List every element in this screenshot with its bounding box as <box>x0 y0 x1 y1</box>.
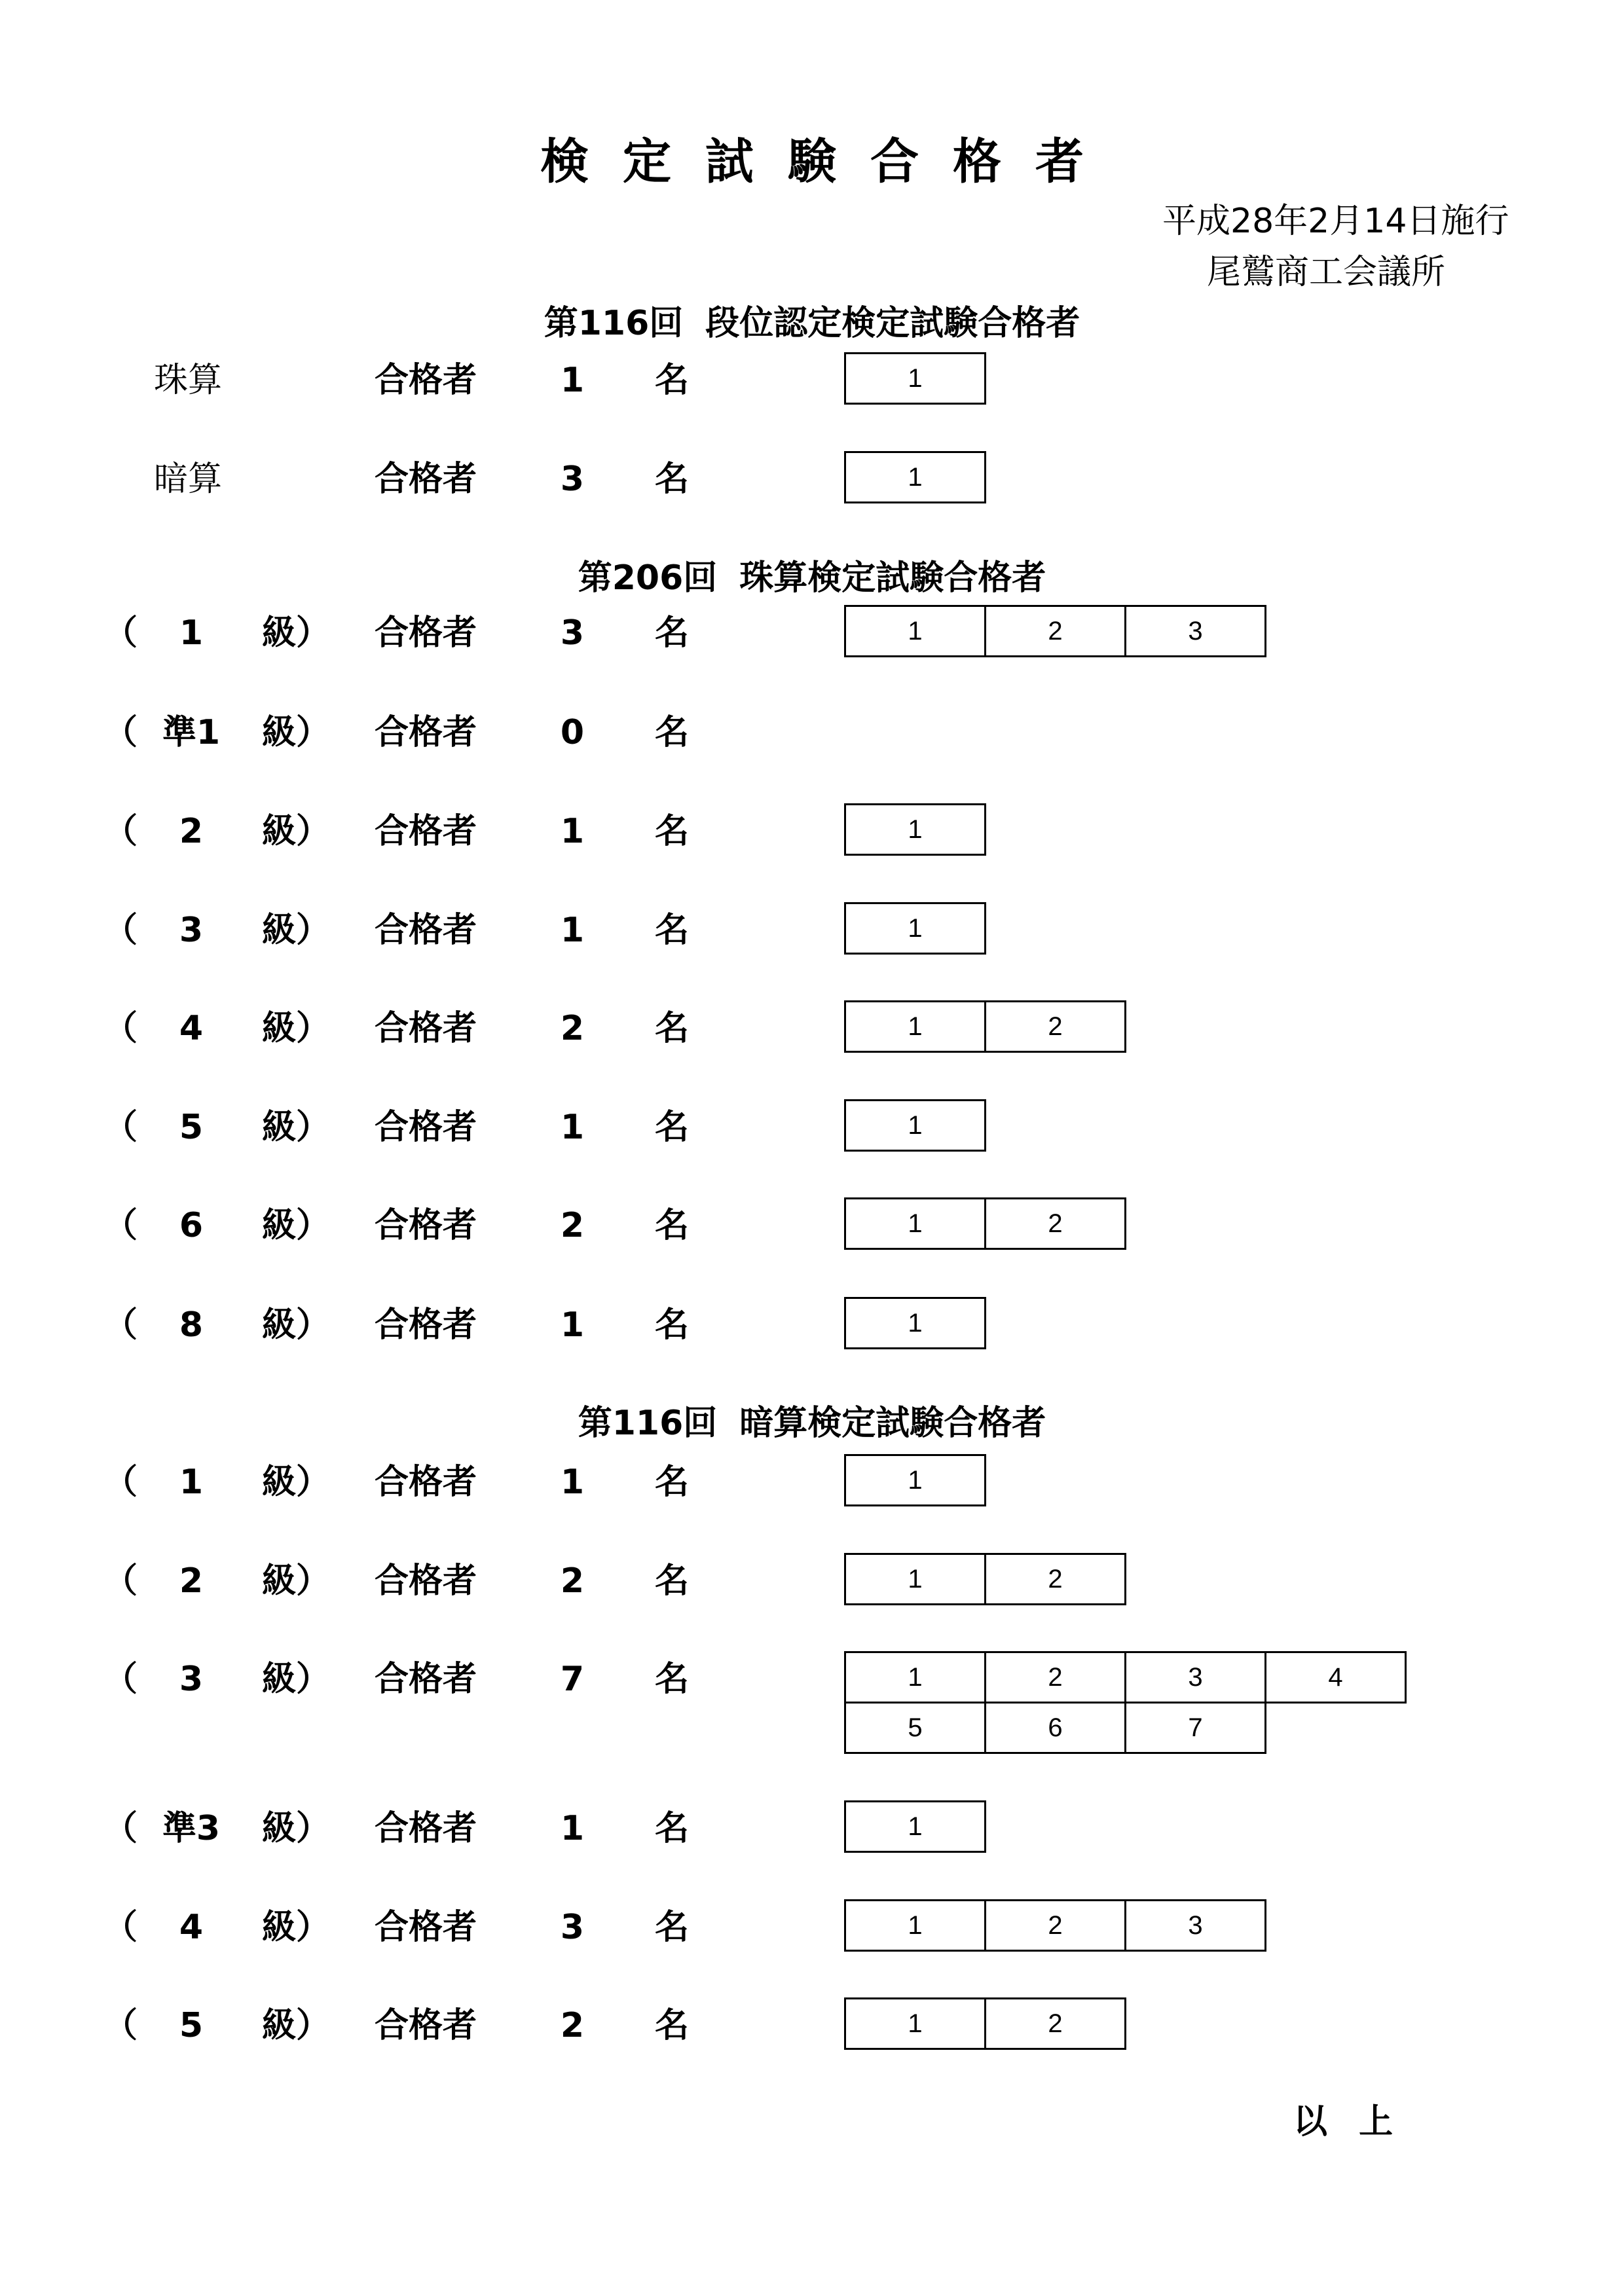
section-round: 第116回 <box>578 1404 718 1443</box>
section-name: 珠算検定試験合格者 <box>739 558 1046 598</box>
open-paren: （ <box>103 2006 138 2045</box>
passer-label: 合格者 <box>375 812 477 851</box>
number-box: 1 <box>844 1197 986 1250</box>
result-row: （ 2 級） 合格者 1 名 <box>103 812 690 851</box>
passer-label: 合格者 <box>375 1561 477 1601</box>
number-boxes <box>846 1553 1126 1605</box>
number-box-row <box>846 1702 1407 1754</box>
open-paren: （ <box>103 812 138 851</box>
result-row: （ 6 級） 合格者 2 名 <box>103 1206 690 1245</box>
unit-label: 名 <box>655 361 690 400</box>
number-box-row <box>846 1997 1126 2050</box>
number-boxes <box>846 1454 986 1506</box>
number-box: 4 <box>1264 1651 1407 1704</box>
kyu-label: 級） <box>262 713 331 752</box>
closing-mark: 以 上 <box>1293 2102 1393 2141</box>
section-name: 段位認定検定試験合格者 <box>705 304 1080 343</box>
number-box: 6 <box>984 1702 1126 1754</box>
open-paren: （ <box>103 1009 138 1048</box>
unit-label: 名 <box>655 1305 690 1345</box>
open-paren: （ <box>103 1108 138 1147</box>
passer-label: 合格者 <box>375 1908 477 1947</box>
number-box: 1 <box>844 1899 986 1952</box>
number-box: 1 <box>844 1454 986 1506</box>
open-paren: （ <box>103 1463 138 1502</box>
kyu-label: 級） <box>262 1108 331 1147</box>
number-boxes <box>846 1997 1126 2050</box>
number-box-row <box>846 1099 986 1152</box>
kyu-label: 級） <box>262 812 331 851</box>
page-title: 検定試験合格者 <box>540 134 1118 190</box>
unit-label: 名 <box>655 2006 690 2045</box>
open-paren: （ <box>103 1206 138 1245</box>
result-row: （ 4 級） 合格者 3 名 <box>103 1908 690 1947</box>
open-paren: （ <box>103 1660 138 1699</box>
unit-label: 名 <box>655 1206 690 1245</box>
number-boxes <box>846 1197 1126 1250</box>
section-round: 第206回 <box>578 558 718 598</box>
open-paren: （ <box>103 713 138 752</box>
number-box: 1 <box>844 1651 986 1704</box>
number-box: 1 <box>844 902 986 955</box>
open-paren: （ <box>103 1561 138 1601</box>
result-row: （ 4 級） 合格者 2 名 <box>103 1009 690 1048</box>
number-box: 1 <box>844 1997 986 2050</box>
number-box: 3 <box>1124 605 1266 657</box>
number-boxes <box>846 803 986 856</box>
result-row: （ 1 級） 合格者 1 名 <box>103 1463 690 1502</box>
result-row: （ 8 級） 合格者 1 名 <box>103 1305 690 1345</box>
open-paren: （ <box>103 1305 138 1345</box>
number-box: 5 <box>844 1702 986 1754</box>
section-title-anzan <box>0 1404 1624 1443</box>
open-paren: （ <box>103 613 138 653</box>
number-boxes <box>846 1651 1407 1754</box>
kyu-label: 級） <box>262 1809 331 1848</box>
number-box: 2 <box>984 1553 1126 1605</box>
passer-label: 合格者 <box>375 361 477 400</box>
number-box: 1 <box>844 803 986 856</box>
number-box: 1 <box>844 1000 986 1053</box>
passer-label: 合格者 <box>375 1009 477 1048</box>
unit-label: 名 <box>655 1660 690 1699</box>
unit-label: 名 <box>655 1561 690 1601</box>
number-box: 7 <box>1124 1702 1266 1754</box>
number-box-row <box>846 1553 1126 1605</box>
number-boxes <box>846 451 986 503</box>
passer-label: 合格者 <box>375 2006 477 2045</box>
number-boxes <box>846 352 986 405</box>
number-box: 1 <box>844 1297 986 1349</box>
unit-label: 名 <box>655 911 690 950</box>
result-row: 珠算 合格者 1 名 <box>154 361 690 400</box>
number-boxes <box>846 902 986 955</box>
passer-label: 合格者 <box>375 1809 477 1848</box>
kyu-label: 級） <box>262 911 331 950</box>
kyu-label: 級） <box>262 1305 331 1345</box>
kyu-label: 級） <box>262 1206 331 1245</box>
section-name: 暗算検定試験合格者 <box>739 1404 1046 1443</box>
number-box-row <box>846 1197 1126 1250</box>
number-box: 2 <box>984 1997 1126 2050</box>
unit-label: 名 <box>655 1009 690 1048</box>
number-box: 3 <box>1124 1899 1266 1952</box>
exam-date: 平成28年2月14日施行 <box>1162 202 1509 241</box>
section-title-dan <box>0 304 1624 343</box>
kyu-label: 級） <box>262 1009 331 1048</box>
kyu-label: 級） <box>262 2006 331 2045</box>
open-paren: （ <box>103 1809 138 1848</box>
number-boxes <box>846 1800 986 1853</box>
result-row: （ 1 級） 合格者 3 名 <box>103 613 690 653</box>
number-box-row <box>846 451 986 503</box>
result-row: （ 準3 級） 合格者 1 名 <box>103 1809 690 1848</box>
result-row: （ 5 級） 合格者 2 名 <box>103 2006 690 2045</box>
number-box-row <box>846 902 986 955</box>
number-box: 1 <box>844 352 986 405</box>
kyu-label: 級） <box>262 1463 331 1502</box>
number-box-row <box>846 605 1266 657</box>
result-row: （ 3 級） 合格者 1 名 <box>103 911 690 950</box>
passer-label: 合格者 <box>375 713 477 752</box>
number-box: 2 <box>984 1899 1126 1952</box>
number-boxes <box>846 605 1266 657</box>
number-box-row <box>846 1297 986 1349</box>
number-box-row <box>846 1454 986 1506</box>
number-box-row <box>846 352 986 405</box>
number-box: 3 <box>1124 1651 1266 1704</box>
number-boxes <box>846 1099 986 1152</box>
number-box: 2 <box>984 605 1126 657</box>
number-box: 1 <box>844 1800 986 1853</box>
passer-label: 合格者 <box>375 613 477 653</box>
kyu-label: 級） <box>262 1561 331 1601</box>
number-box: 1 <box>844 1553 986 1605</box>
unit-label: 名 <box>655 1809 690 1848</box>
number-box: 1 <box>844 605 986 657</box>
unit-label: 名 <box>655 713 690 752</box>
number-box: 1 <box>844 1099 986 1152</box>
kyu-label: 級） <box>262 613 331 653</box>
number-box-row <box>846 1000 1126 1053</box>
number-box: 2 <box>984 1000 1126 1053</box>
number-box-row <box>846 1651 1407 1704</box>
kyu-label: 級） <box>262 1660 331 1699</box>
passer-label: 合格者 <box>375 911 477 950</box>
kyu-label: 級） <box>262 1908 331 1947</box>
result-row: （ 5 級） 合格者 1 名 <box>103 1108 690 1147</box>
unit-label: 名 <box>655 1908 690 1947</box>
passer-label: 合格者 <box>375 1206 477 1245</box>
number-box-row <box>846 803 986 856</box>
result-row: （ 3 級） 合格者 7 名 <box>103 1660 690 1699</box>
number-box: 1 <box>844 451 986 503</box>
number-box: 2 <box>984 1651 1126 1704</box>
number-box: 2 <box>984 1197 1126 1250</box>
result-row: （ 準1 級） 合格者 0 名 <box>103 713 690 752</box>
unit-label: 名 <box>655 1108 690 1147</box>
number-boxes <box>846 1000 1126 1053</box>
passer-label: 合格者 <box>375 1660 477 1699</box>
number-boxes <box>846 1297 986 1349</box>
passer-label: 合格者 <box>375 1108 477 1147</box>
result-row: （ 2 級） 合格者 2 名 <box>103 1561 690 1601</box>
open-paren: （ <box>103 911 138 950</box>
section-title-shuzan <box>0 558 1624 598</box>
number-box-row <box>846 1899 1266 1952</box>
subject-label: 珠算 <box>154 361 223 400</box>
unit-label: 名 <box>655 1463 690 1502</box>
passer-label: 合格者 <box>375 1463 477 1502</box>
unit-label: 名 <box>655 613 690 653</box>
passer-label: 合格者 <box>375 460 477 499</box>
passer-label: 合格者 <box>375 1305 477 1345</box>
organization-name: 尾鷲商工会議所 <box>1207 253 1446 292</box>
unit-label: 名 <box>655 812 690 851</box>
number-boxes <box>846 1899 1266 1952</box>
subject-label: 暗算 <box>154 460 223 499</box>
result-row: 暗算 合格者 3 名 <box>154 460 690 499</box>
open-paren: （ <box>103 1908 138 1947</box>
number-box-row <box>846 1800 986 1853</box>
unit-label: 名 <box>655 460 690 499</box>
section-round: 第116回 <box>544 304 684 343</box>
